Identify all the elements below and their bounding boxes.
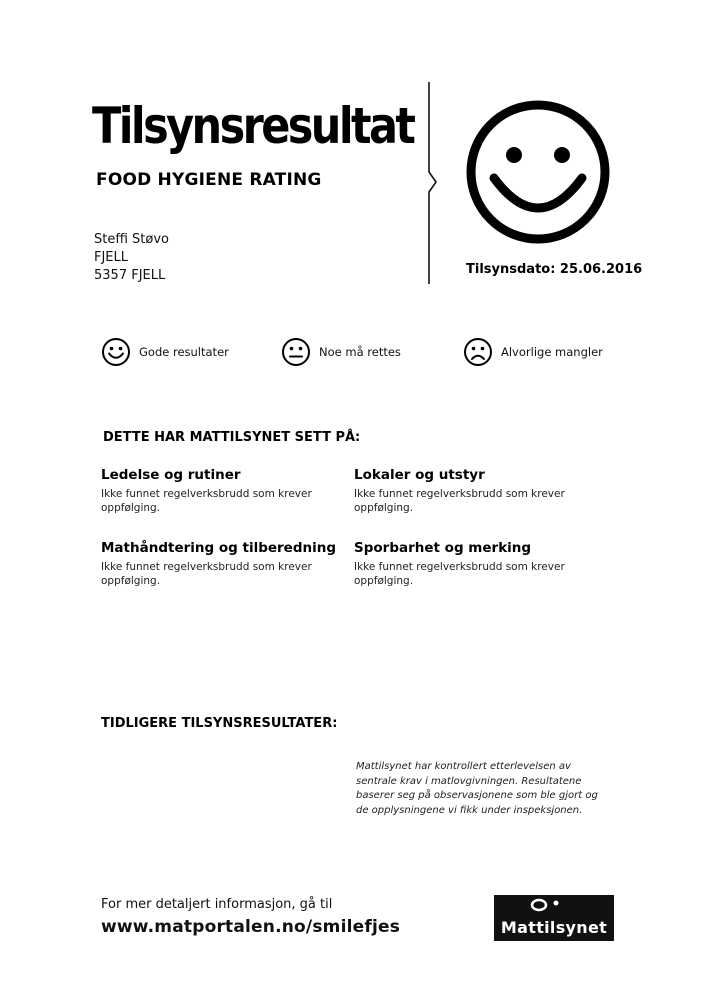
inspection-note: Mattilsynet har kontrollert etterlevelsen av sentrale krav i matlovgivningen. Resultatene baserer seg på observasjonene som ble gjort og de opplysningene vi fikk under inspeksjonen. <box>356 761 598 816</box>
business-city: FJELL <box>94 250 129 265</box>
category-title: Sporbarhet og merking <box>354 540 532 556</box>
mattilsynet-logo <box>494 895 614 941</box>
findings-heading: DETTE HAR MATTILSYNET SETT PÅ: <box>103 430 361 445</box>
more-info-text: For mer detaljert informasjon, gå til <box>101 897 333 912</box>
category-text: Ikke funnet regelverksbrudd som krever oppfølging. <box>354 488 565 514</box>
happy-face-icon <box>101 337 131 367</box>
previous-results-heading: TIDLIGERE TILSYNSRESULTATER: <box>101 716 338 731</box>
business-address <box>94 231 169 285</box>
happy-face-icon <box>464 98 612 246</box>
category-text: Ikke funnet regelverksbrudd som krever oppfølging. <box>354 561 565 587</box>
category-title: Ledelse og rutiner <box>101 467 241 483</box>
legend-good <box>101 337 229 367</box>
business-name: Steffi Støvo <box>94 232 169 247</box>
logo-text: Mattilsynet <box>500 918 608 937</box>
inspection-date: Tilsynsdato: 25.06.2016 <box>466 262 643 277</box>
page-title: Tilsynsresultat <box>92 97 414 155</box>
legend-label: Noe må rettes <box>319 345 401 359</box>
sad-face-icon <box>463 337 493 367</box>
logo-mark-icon <box>530 898 564 912</box>
legend-bad <box>463 337 603 367</box>
matportalen-link[interactable]: www.matportalen.no/smilefjes <box>101 917 401 937</box>
category-premises <box>354 467 584 515</box>
page-subtitle: FOOD HYGIENE RATING <box>96 170 322 190</box>
legend-neutral <box>281 337 401 367</box>
category-traceability <box>354 540 584 588</box>
category-management <box>101 467 331 515</box>
business-postal: 5357 FJELL <box>94 268 166 283</box>
category-title: Mathåndtering og tilberedning <box>101 540 337 556</box>
category-food-handling <box>101 540 336 588</box>
divider-arrow <box>420 82 444 284</box>
neutral-face-icon <box>281 337 311 367</box>
legend-label: Alvorlige mangler <box>501 345 603 359</box>
category-text: Ikke funnet regelverksbrudd som krever oppfølging. <box>101 488 312 514</box>
category-title: Lokaler og utstyr <box>354 467 485 483</box>
category-text: Ikke funnet regelverksbrudd som krever oppfølging. <box>101 561 312 587</box>
legend-label: Gode resultater <box>139 345 229 359</box>
